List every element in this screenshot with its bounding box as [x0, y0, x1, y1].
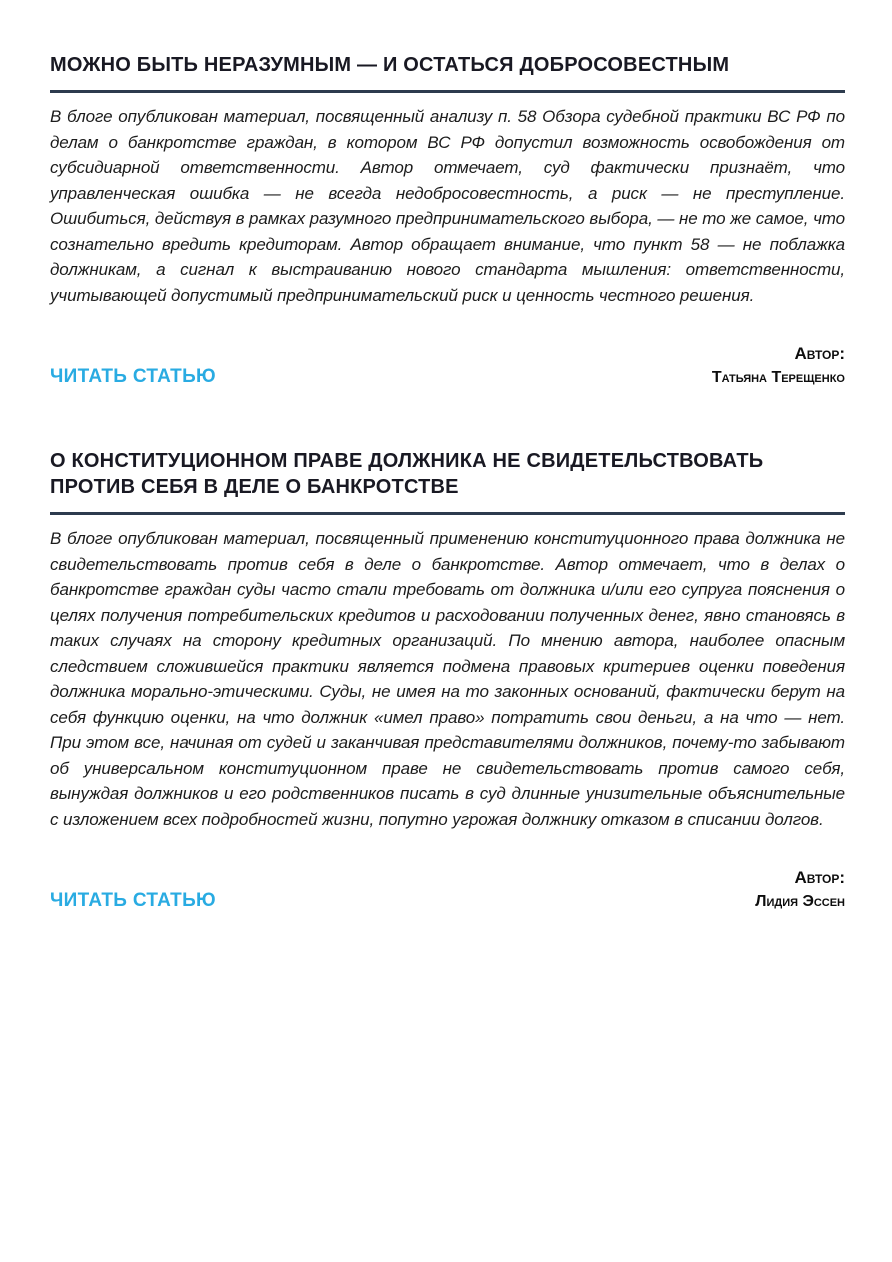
article-title: О КОНСТИТУЦИОННОМ ПРАВЕ ДОЛЖНИКА НЕ СВИДЕТЕЛЬСТВОВАТЬ ПРОТИВ СЕБЯ В ДЕЛЕ О БАНКРОТСТВЕ	[50, 450, 764, 498]
article-title: МОЖНО БЫТЬ НЕРАЗУМНЫМ — И ОСТАТЬСЯ ДОБРОСОВЕСТНЫМ	[50, 54, 730, 76]
article-card	[50, 52, 845, 390]
article-summary: В блоге опубликован материал, посвященный применению конституционного права должника не свидетельствовать против себя в деле о банкротстве. Автор отмечает, что в делах о банкротстве граждан суды часто стали требовать от должника и/или его супруга пояснения о целях получения потребительских кредитов и расходовании полученных денег, явно становясь в таких случаях на сторону кредитных организаций. По мнению автора, наиболее опасным следствием сложившейся практики является подмена правовых критериев оценки поведения должника морально-этическими. Суды, не имея на то законных оснований, фактически берут на себя функцию оценки, на что должник «имел право» потратить свои деньги, а на что — нет. При этом все, начиная от судей и заканчивая представителями должников, почему-то забывают об универсальном конституционном праве не свидетельствовать против самого себя, вынуждая должников и его родственников писать в суд длинные унизительные объяснительные с изложением всех подробностей жизни, попутно угрожая должнику отказом в списании долгов.	[50, 529, 845, 829]
author-label: Автор:	[794, 344, 845, 363]
author-block	[755, 866, 845, 914]
article-summary: В блоге опубликован материал, посвященный анализу п. 58 Обзора судебной практики ВС РФ по делам о банкротстве граждан, в котором ВС РФ допустил возможность освобождения от субсидиарной ответственности. Автор отмечает, суд фактически признаёт, что управленческая ошибка — не всегда недобросовестность, а риск — не преступление. Ошибиться, действуя в рамках разумного предпринимательского выбора, — не то же самое, что сознательно вредить кредиторам. Автор обращает внимание, что пункт 58 — не поблажка должникам, а сигнал к выстраиванию нового стандарта мышления: ответственности, учитывающей допустимый предпринимательский риск и ценность честного решения.	[50, 107, 845, 305]
article-footer	[50, 342, 845, 390]
article-footer	[50, 866, 845, 914]
title-divider	[50, 90, 845, 93]
read-article-link[interactable]: ЧИТАТЬ СТАТЬЮ	[50, 890, 216, 911]
author-name: Лидия Эссен	[755, 893, 845, 910]
author-name: Татьяна Терещенко	[711, 369, 845, 386]
title-divider	[50, 512, 845, 515]
author-block	[712, 342, 845, 390]
read-article-link[interactable]: ЧИТАТЬ СТАТЬЮ	[50, 366, 216, 387]
author-label: Автор:	[794, 868, 845, 887]
article-card	[50, 448, 845, 914]
